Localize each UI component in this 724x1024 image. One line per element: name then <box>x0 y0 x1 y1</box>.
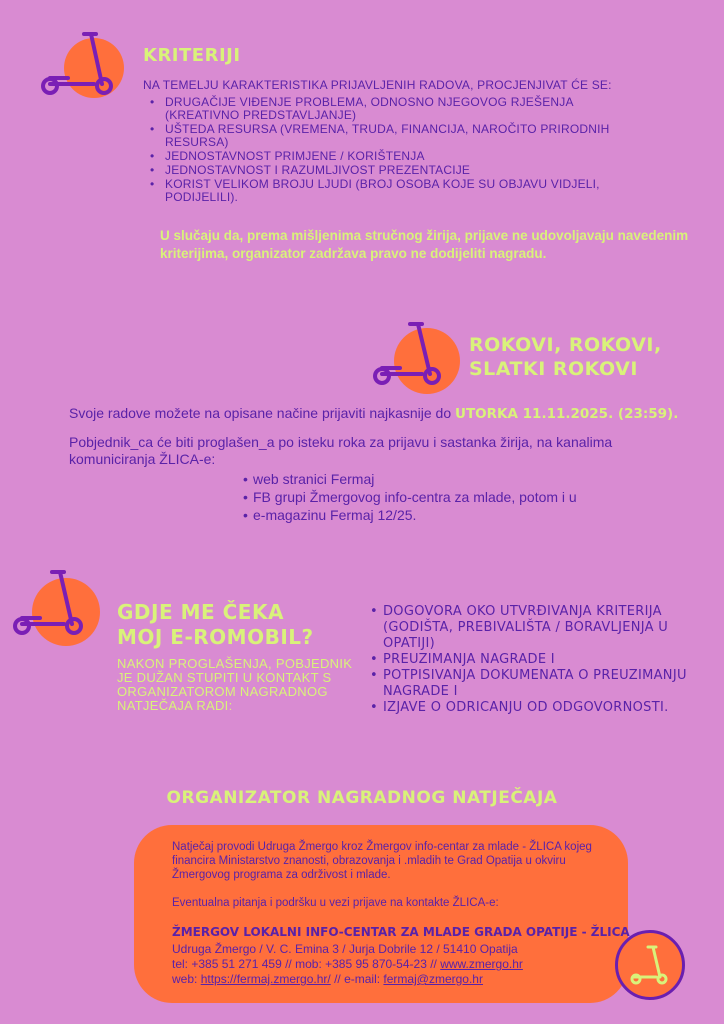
list-item: • JEDNOSTAVNOST PRIMJENE / KORIŠTENJA <box>150 150 650 163</box>
list-item: • KORIST VELIKOM BROJU LJUDI (BROJ OSOBA KOJE SU OBJAVU VIDJELI, PODIJELILI). <box>150 178 650 204</box>
email-label: // e-mail: <box>330 972 384 986</box>
organizer-contact-intro: Eventualna pitanja i podršku u vezi prijave na kontakte ŽLICA-e: <box>172 897 499 909</box>
channels-list <box>243 470 577 524</box>
web-label: web: <box>172 972 201 986</box>
winner-text: Pobjednik_ca će biti proglašen_a po isteku roka za prijavu i sastanka žirija, na kanalima komuniciranja ŽLICA-e: <box>69 434 613 467</box>
list-item: • web stranici Fermaj <box>243 470 577 488</box>
criteria-title: KRITERIJI <box>143 45 241 66</box>
organizer-address: Udruga Žmergo / V. C. Emina 3 / Jurja Dobrile 12 / 51410 Opatija <box>172 942 518 956</box>
list-item: • POTPISIVANJA DOKUMENATA O PREUZIMANJU NAGRADE I <box>370 668 700 700</box>
list-item: • IZJAVE O ODRICANJU OD ODGOVORNOSTI. <box>370 700 700 716</box>
prize-title <box>117 600 314 650</box>
website-link[interactable]: www.zmergo.hr <box>440 957 523 971</box>
list-item: • FB grupi Žmergovog info-centra za mlade, potom i u <box>243 488 577 506</box>
deadline-text-body: Svoje radove možete na opisane načine prijaviti najkasnije do <box>69 405 456 421</box>
prize-subtitle: NAKON PROGLAŠENJA, POBJEDNIK JE DUŽAN STUPITI U KONTAKT S ORGANIZATOROM NAGRADNOG NATJEČAJA RADI: <box>117 656 353 713</box>
scooter-badge-icon <box>615 930 685 1000</box>
list-item: • DRUGAČIJE VIĐENJE PROBLEMA, ODNOSNO NJEGOVOG RJEŠENJA (KREATIVNO PREDSTAVLJANJE) <box>150 96 650 122</box>
criteria-list <box>150 96 650 205</box>
organizer-phones <box>172 957 523 972</box>
list-item: • UŠTEDA RESURSA (VREMENA, TRUDA, FINANCIJA, NAROČITO PRIRODNIH RESURSA) <box>150 123 650 149</box>
organizer-title: ORGANIZATOR NAGRADNOG NATJEČAJA <box>166 788 558 808</box>
scooter-icon <box>12 568 108 644</box>
deadlines-title-line1: ROKOVI, ROKOVI, <box>469 334 662 356</box>
list-item: • JEDNOSTAVNOST I RAZUMLJIVOST PREZENTACIJE <box>150 164 650 177</box>
scooter-icon <box>38 32 130 104</box>
prize-title-line1: GDJE ME ČEKA <box>117 600 284 624</box>
scooter-icon <box>372 320 464 392</box>
organizer-paragraph: Natječaj provodi Udruga Žmergo kroz Žmergov info-centar za mlade - ŽLICA kojeg financira Ministarstvo znanosti, obrazovanja i .mladih te Grad Opatija u okviru Žmergovog programa za održivost i mlade. <box>172 841 592 881</box>
prize-title-line2: MOJ E-ROMOBIL? <box>117 625 314 649</box>
list-item: • PREUZIMANJA NAGRADE I <box>370 652 700 668</box>
deadline-text <box>69 405 719 422</box>
list-item: • e-magazinu Fermaj 12/25. <box>243 506 577 524</box>
organizer-web <box>172 972 523 987</box>
fermaj-link[interactable]: https://fermaj.zmergo.hr/ <box>200 972 331 986</box>
deadlines-title <box>469 333 662 381</box>
email-link[interactable]: fermaj@zmergo.hr <box>383 972 483 986</box>
phone-text: tel: +385 51 271 459 // mob: +385 95 870-54-23 // <box>172 957 441 971</box>
organizer-name: ŽMERGOV LOKALNI INFO-CENTAR ZA MLADE GRADA OPATIJE - ŽLICA <box>172 925 630 939</box>
list-item: • DOGOVORA OKO UTVRĐIVANJA KRITERIJA (GODIŠTA, PREBIVALIŠTA / BORAVLJENJA U OPATIJI) <box>370 604 700 652</box>
deadline-date: UTORKA 11.11.2025. (23:59). <box>455 406 679 422</box>
prize-list <box>370 604 700 716</box>
criteria-note: U slučaju da, prema mišljenima stručnog žirija, prijave ne udovoljavaju navedenim kriterijima, organizator zadržava pravo ne dodijeliti nagradu. <box>160 228 689 261</box>
organizer-address-block <box>172 942 523 987</box>
criteria-intro: NA TEMELJU KARAKTERISTIKA PRIJAVLJENIH RADOVA, PROCJENJIVAT ĆE SE: <box>143 78 612 92</box>
deadlines-title-line2: SLATKI ROKOVI <box>469 358 638 380</box>
